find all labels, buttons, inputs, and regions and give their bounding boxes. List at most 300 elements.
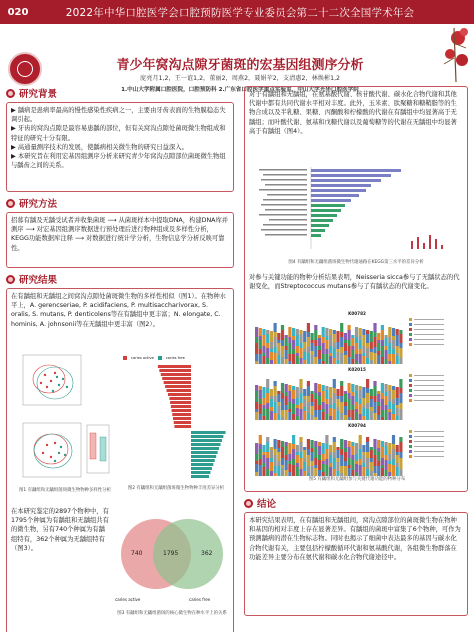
ko-legend-line [414, 380, 444, 381]
ko-bar-segment [274, 381, 277, 386]
ko-bar-segment [329, 398, 332, 405]
ko-bar-segment [259, 459, 262, 465]
ko-legend-swatch [409, 318, 412, 321]
poster-authors: 庞亮月1,2，王一谊1,2，董丽2，周燕2，聂娟苹2，支清惠2，林焕彬1,2 [140, 75, 340, 82]
ko-bar-segment [259, 414, 262, 420]
ko-legend [409, 429, 457, 459]
ko-legend-swatch [409, 374, 412, 377]
ko-bar-segment [385, 455, 388, 460]
ko-bar-segment [392, 399, 395, 404]
ko-bar-segment [373, 466, 376, 473]
ko-bar-segment [392, 349, 395, 354]
figure-3-caption: 图3 有龋组和无龋组菌斑的核心微生物在种水平上的关系 [117, 611, 227, 616]
ko-bar-segment [277, 355, 280, 364]
ko-bar-segment [359, 404, 362, 414]
ko-bar-segment [377, 340, 380, 343]
right-results-box [244, 86, 468, 492]
ko-bar-segment [333, 452, 336, 458]
ko-bar-segment [285, 350, 288, 359]
ko-bar-segment [314, 330, 317, 340]
ko-bar-segment [314, 393, 317, 399]
ko-legend-swatch [409, 430, 412, 433]
ko-bar-segment [314, 417, 317, 420]
ko-legend-swatch [409, 384, 412, 387]
ko-bar-segment [373, 353, 376, 364]
ko-bar-segment [255, 361, 258, 364]
ko-bar-segment [255, 409, 258, 412]
ko-bar-segment [381, 458, 384, 465]
ko-bar-segment [370, 349, 373, 352]
ko-bar-segment [359, 328, 362, 336]
figure-1-caption: 图1 有龋组和无龋组菌斑微生物物种多样性分析 [18, 488, 111, 494]
ko-legend-line [414, 441, 444, 442]
ko-bar-segment [307, 332, 310, 337]
ko-bar-segment [277, 461, 280, 466]
ko-bar-segment [344, 452, 347, 461]
ko-bar-segment [370, 331, 373, 342]
ko-bar-segment [351, 359, 354, 364]
ko-legend-swatch [409, 399, 412, 402]
ko-legend-swatch [409, 338, 412, 341]
ko-bar-segment [281, 346, 284, 357]
ko-bar-segment [299, 452, 302, 458]
methods-box [6, 212, 234, 268]
ko-bar-segment [373, 337, 376, 347]
ko-bar-segment [266, 330, 269, 334]
ko-bar-segment [277, 406, 280, 415]
ko-bar-segment [255, 472, 258, 476]
ko-bar-segment [274, 413, 277, 420]
ko-bar-segment [388, 361, 391, 364]
ko-bar-segment [399, 469, 402, 476]
ko-bar-segment [399, 348, 402, 358]
ko-bar-segment [381, 417, 384, 420]
ko-bar-segment [377, 343, 380, 351]
ko-bar-segment [259, 399, 262, 404]
ko-bar-segment [274, 347, 277, 353]
ko-bar-segment [281, 447, 284, 458]
lda-bar-caries-active [158, 365, 191, 368]
ko-bar-segment [262, 455, 265, 463]
ko-bar-segment [322, 385, 325, 391]
ko-bar-segment [262, 405, 265, 408]
poster-affiliations: 1.中山大学附属口腔医院，口腔预防科 2.广东省口腔医学重点实验室，中山大学光华口腔医学院 [121, 87, 359, 93]
ko-bar-segment [366, 403, 369, 409]
ko-legend-swatch [409, 445, 412, 448]
ko-bar-segment [385, 359, 388, 364]
ko-bar-segment [329, 405, 332, 408]
lda-bar-caries-free [191, 451, 218, 454]
ko-bar-segment [377, 402, 380, 406]
ko-legend-swatch [409, 394, 412, 397]
ko-bar-segment [340, 347, 343, 353]
ko-bar-segment [370, 458, 373, 462]
ko-bar-segment [396, 445, 399, 452]
ko-bar-segment [355, 409, 358, 412]
university-logo-icon [8, 52, 42, 86]
ko-bar-segment [292, 386, 295, 390]
ko-bar-segment [314, 468, 317, 476]
ko-legend-swatch [409, 435, 412, 438]
ko-bar-segment [285, 396, 288, 405]
ko-bar-segment [303, 450, 306, 458]
ko-bar-segment [377, 351, 380, 355]
ko-bar-segment [336, 462, 339, 471]
ko-legend-line [414, 400, 444, 401]
ko-bar-segment [333, 393, 336, 403]
ko-bar-segment [322, 391, 325, 402]
ko-bar-segment [259, 386, 262, 390]
ko-panels [255, 309, 459, 475]
ko-bar-segment [270, 396, 273, 399]
lda-bar-caries-free [191, 455, 216, 458]
ko-bar-segment [266, 334, 269, 343]
ko-bar-segment [281, 330, 284, 340]
ko-bar-segment [336, 360, 339, 364]
ko-bar-segment [255, 343, 258, 354]
ko-legend-swatch [409, 323, 412, 326]
ko-bar-segment [366, 442, 369, 452]
ko-bar-segment [373, 439, 376, 449]
ko-bar-segment [311, 402, 314, 406]
ko-bar-segment [259, 449, 262, 459]
ko-bar-segment [325, 336, 328, 340]
ko-bar-segment [318, 470, 321, 476]
ko-bar-segment [277, 402, 280, 406]
ko-bar-segment [299, 458, 302, 469]
ko-bar-segment [299, 393, 302, 403]
ko-bar-segment [348, 357, 351, 364]
ko-bar-segment [270, 399, 273, 407]
ko-bar-segment [296, 452, 299, 455]
ko-bar-segment [266, 358, 269, 364]
ko-panel-label: K00782 [348, 311, 366, 316]
ko-legend-line [414, 339, 444, 340]
ko-legend-swatch [409, 450, 412, 453]
ko-bar-segment [362, 467, 365, 476]
ko-bar-segment [296, 405, 299, 408]
ko-bar-segment [318, 359, 321, 364]
ko-bar-segment [299, 403, 302, 409]
conference-bar [0, 0, 474, 24]
ko-bar-segment [281, 441, 284, 447]
figure-4 [251, 165, 461, 269]
ko-bar-segment [318, 442, 321, 446]
ko-bar-segment [281, 383, 284, 393]
ko-bar-segment [296, 467, 299, 476]
ko-bar-segment [288, 337, 291, 343]
ko-bar-segment [285, 460, 288, 470]
results-paragraph-2: 在本研究鉴定的2897个物种中，有1795个种属为有龋组和无龋组共有的微生物，另有740个种属为有龋组特有，362个种属为无龋组特有（图3）。 [11, 508, 109, 552]
ko-bar-segment [392, 390, 395, 399]
ko-bar-segment [281, 340, 284, 346]
ko-panel-label: K00794 [348, 423, 366, 428]
ko-bar-segment [381, 393, 384, 399]
ko-bar-segment [348, 447, 351, 458]
ko-bar-segment [281, 410, 284, 417]
ko-bar-segment [370, 447, 373, 450]
ko-bar-segment [392, 386, 395, 390]
lda-bar-caries-free [191, 459, 215, 462]
ko-stacked-bars [255, 430, 405, 476]
ko-bar-segment [311, 391, 314, 394]
ko-bar-segment [296, 398, 299, 405]
ko-bar-segment [399, 379, 402, 388]
ko-bar-segment [340, 381, 343, 386]
ko-bar-segment [333, 403, 336, 409]
ko-bar-segment [381, 468, 384, 476]
ko-bar-segment [288, 385, 291, 391]
ko-bar-segment [362, 398, 365, 405]
ko-bar-segment [392, 328, 395, 336]
ko-bar-segment [285, 410, 288, 420]
ko-bar-segment [266, 409, 269, 420]
ko-legend-line [414, 329, 444, 330]
lda-bar-caries-free [191, 471, 210, 474]
ko-bar-segment [325, 465, 328, 476]
ko-bar-segment [366, 452, 369, 458]
ko-bar-segment [377, 415, 380, 420]
ko-bar-segment [392, 340, 395, 349]
ko-bar-segment [292, 435, 295, 444]
right-column [244, 86, 468, 616]
ko-bar-segment [262, 387, 265, 398]
ko-bar-segment [348, 330, 351, 340]
ko-legend-line [414, 324, 444, 325]
ko-bar-segment [329, 346, 332, 353]
ko-bar-segment [307, 413, 310, 420]
ko-bar-segment [366, 458, 369, 469]
ko-bar-segment [348, 441, 351, 447]
ko-legend-line [414, 395, 444, 396]
ko-bar-segment [259, 435, 262, 444]
ko-bar-segment [388, 327, 391, 337]
ko-bar-segment [299, 379, 302, 388]
ko-bar-segment [396, 387, 399, 398]
ko-bar-segment [322, 337, 325, 343]
ko-bar-segment [288, 354, 291, 361]
ko-bar-segment [288, 461, 291, 464]
ko-bar-segment [296, 387, 299, 398]
ko-bar-segment [329, 387, 332, 398]
ko-bar-segment [262, 416, 265, 420]
ko-bar-segment [288, 464, 291, 472]
ko-bar-segment [311, 351, 314, 355]
figure-4-caption: 图4 有龋组和无龋组菌斑微生物代谢通路在KEGG第三水平的差异分析 [288, 260, 424, 266]
figure-5 [255, 309, 459, 489]
ko-bar-segment [388, 472, 391, 476]
ko-bar-segment [348, 325, 351, 330]
ko-bar-segment [277, 415, 280, 420]
ko-bar-segment [399, 393, 402, 403]
ko-bar-segment [348, 399, 351, 410]
ko-bar-segment [288, 391, 291, 402]
ko-legend [409, 317, 457, 347]
ko-bar-segment [381, 447, 384, 458]
ko-legend-swatch [409, 389, 412, 392]
ko-bar-segment [355, 412, 358, 420]
ko-bar-segment [348, 465, 351, 468]
kegg-bar-chart [251, 165, 461, 257]
ko-bar-segment [277, 333, 280, 340]
ko-bar-segment [318, 384, 321, 392]
ko-bar-segment [281, 393, 284, 399]
ko-bar-segment [366, 393, 369, 403]
ko-bar-segment [292, 399, 295, 404]
ko-bar-segment [307, 439, 310, 449]
ko-bar-segment [307, 381, 310, 386]
ko-bar-segment [307, 396, 310, 402]
ko-bar-segment [311, 340, 314, 343]
ko-bar-segment [336, 352, 339, 360]
ko-bar-segment [388, 343, 391, 354]
ko-bar-segment [255, 402, 258, 409]
ko-bar-segment [359, 340, 362, 349]
ko-bar-segment [277, 466, 280, 476]
ko-bar-segment [303, 411, 306, 420]
ko-bar-segment [296, 455, 299, 463]
ko-bar-segment [333, 458, 336, 469]
ko-bar-segment [325, 386, 328, 390]
ko-bar-segment [370, 342, 373, 349]
venn-label-caries-free: caries free [189, 597, 211, 602]
ko-bar-segment [348, 468, 351, 476]
ko-bar-segment [329, 452, 332, 455]
ko-bar-segment [373, 386, 376, 396]
ko-bar-segment [362, 356, 365, 364]
ko-bar-segment [348, 410, 351, 417]
ko-bar-segment [336, 411, 339, 420]
ko-bar-segment [366, 379, 369, 388]
ko-bar-segment [307, 402, 310, 413]
ko-bar-segment [262, 346, 265, 353]
ko-bar-segment [270, 471, 273, 476]
ko-bar-segment [399, 442, 402, 452]
lda-bar-caries-active [159, 369, 191, 372]
ko-bar-segment [270, 389, 273, 396]
ko-bar-segment [270, 352, 273, 360]
ko-bar-segment [359, 390, 362, 399]
ko-bar-segment [314, 357, 317, 364]
ko-bar-segment [318, 396, 321, 405]
section-background-heading: 研究背景 [6, 86, 234, 100]
ko-bar-segment [388, 412, 391, 420]
ko-bar-segment [366, 343, 369, 348]
ko-bar-segment [270, 407, 273, 411]
ko-bar-segment [351, 470, 354, 476]
ko-bar-segment [285, 359, 288, 364]
ko-bar-segment [255, 464, 258, 472]
ko-bar-segment [318, 410, 321, 420]
ko-bar-segment [285, 346, 288, 350]
ko-legend-line [414, 436, 444, 437]
ko-bar-segment [385, 350, 388, 359]
ko-bar-segment [366, 388, 369, 393]
fig2-legend [123, 353, 229, 363]
ko-bar-segment [355, 343, 358, 354]
ko-bar-segment [322, 472, 325, 476]
ko-bar-segment [270, 447, 273, 450]
ko-bar-segment [318, 338, 321, 346]
ko-bar-segment [355, 464, 358, 472]
ko-bar-segment [311, 461, 314, 466]
ko-bar-segment [325, 449, 328, 459]
ko-bar-segment [288, 409, 291, 412]
ko-bar-segment [288, 361, 291, 364]
ko-bar-segment [325, 459, 328, 465]
ko-bar-segment [318, 392, 321, 396]
ko-bar-segment [373, 347, 376, 353]
ko-bar-segment [340, 332, 343, 337]
ko-panel [255, 421, 459, 475]
ko-bar-segment [362, 416, 365, 420]
ko-bar-segment [329, 356, 332, 364]
ko-legend-swatch [409, 333, 412, 336]
ko-bar-segment [329, 445, 332, 452]
ko-bar-segment [333, 334, 336, 343]
ko-bar-segment [340, 323, 343, 332]
ko-bar-segment [377, 391, 380, 394]
ko-bar-segment [255, 391, 258, 402]
ko-bar-segment [274, 455, 277, 466]
ko-bar-segment [392, 435, 395, 444]
ko-bar-segment [307, 323, 310, 332]
ko-bar-segment [381, 465, 384, 468]
ko-bar-segment [388, 461, 391, 464]
ko-bar-segment [340, 353, 343, 364]
ko-bar-segment [340, 439, 343, 449]
ko-bar-segment [366, 358, 369, 364]
ko-bar-segment [359, 336, 362, 340]
ko-bar-segment [303, 389, 306, 396]
ko-bar-segment [274, 337, 277, 347]
lda-bar-caries-free [191, 447, 219, 450]
ko-bar-segment [396, 346, 399, 353]
lda-bar-caries-active [171, 405, 191, 408]
ko-bar-segment [329, 467, 332, 476]
ko-bar-segment [370, 399, 373, 407]
ko-bar-segment [325, 390, 328, 399]
ko-bar-segment [266, 469, 269, 476]
ko-bar-segment [373, 323, 376, 332]
section-conclusion-heading: 结论 [244, 496, 468, 510]
ko-bar-segment [266, 403, 269, 409]
ko-bar-segment [362, 387, 365, 398]
ko-bar-segment [333, 358, 336, 364]
lda-bar-caries-free [191, 439, 222, 442]
section-bullet-icon [6, 89, 15, 98]
ko-bar-segment [399, 458, 402, 469]
ko-bar-segment [362, 445, 365, 452]
lda-bar-caries-active [172, 409, 191, 412]
ko-bar-segment [362, 329, 365, 335]
ko-bar-segment [281, 399, 284, 410]
ko-bar-segment [266, 442, 269, 452]
ko-bar-segment [385, 460, 388, 470]
conclusion-box [244, 512, 468, 616]
ko-bar-segment [359, 354, 362, 364]
ko-bar-segment [270, 450, 273, 458]
ko-bar-segment [277, 351, 280, 355]
ko-bar-segment [381, 410, 384, 417]
ko-bar-segment [259, 336, 262, 340]
ko-bar-segment [344, 448, 347, 452]
ko-bar-segment [392, 354, 395, 364]
right-paragraph-2: 对参与关键功能的物种分析结果表明，Neisseria sicca参与了无龋状态的代谢变化，而Streptococcus mutans参与了有龋状态的代谢变化。 [249, 274, 460, 291]
ko-bar-segment [377, 440, 380, 448]
ko-bar-segment [351, 392, 354, 396]
ko-bar-segment [285, 405, 288, 410]
